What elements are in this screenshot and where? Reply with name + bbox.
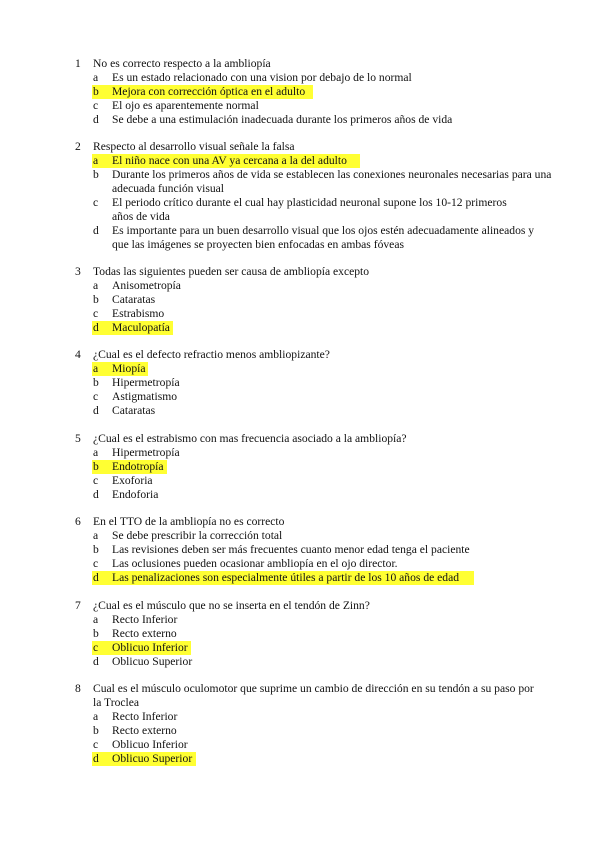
option-letter: a bbox=[93, 710, 99, 723]
option-letter: b bbox=[93, 293, 99, 306]
option-letter: d bbox=[93, 752, 99, 765]
option-letter: b bbox=[93, 376, 99, 389]
answer-option bbox=[0, 738, 600, 752]
option-letter: b bbox=[93, 460, 99, 473]
answer-option bbox=[0, 99, 600, 113]
option-letter: c bbox=[93, 474, 99, 487]
option-text: Oblicuo Superior bbox=[112, 655, 193, 668]
question-text: ¿Cual es el defecto refractio menos ambliopizante? bbox=[93, 348, 330, 361]
answer-option bbox=[0, 655, 600, 669]
option-text: Las penalizaciones son especialmente útiles a partir de los 10 años de edad bbox=[112, 571, 460, 584]
option-letter: d bbox=[93, 404, 99, 417]
option-letter: b bbox=[93, 543, 99, 556]
question-number: 6 bbox=[75, 515, 81, 528]
answer-option-correct bbox=[0, 460, 600, 474]
option-text: Estrabismo bbox=[112, 307, 165, 320]
answer-option bbox=[0, 557, 600, 571]
answer-option bbox=[0, 488, 600, 502]
option-text: Anisometropía bbox=[112, 279, 181, 292]
option-text: Endotropía bbox=[112, 460, 164, 473]
option-text: Astigmatismo bbox=[112, 390, 178, 403]
option-letter: b bbox=[93, 724, 99, 737]
answer-option bbox=[0, 390, 600, 404]
option-letter: a bbox=[93, 279, 99, 292]
answer-option bbox=[0, 307, 600, 321]
option-letter: a bbox=[93, 613, 99, 626]
answer-option bbox=[0, 196, 600, 224]
question-number: 7 bbox=[75, 599, 81, 612]
option-text: Cataratas bbox=[112, 293, 156, 306]
question-3 bbox=[0, 265, 600, 335]
option-text: Recto Inferior bbox=[112, 613, 178, 626]
option-letter: b bbox=[93, 627, 99, 640]
answer-option bbox=[0, 113, 600, 127]
option-text: Exoforia bbox=[112, 474, 153, 487]
option-text: Las revisiones deben ser más frecuentes cuanto menor edad tenga el paciente bbox=[112, 543, 470, 556]
answer-option bbox=[0, 724, 600, 738]
question-4 bbox=[0, 348, 600, 418]
answer-option-correct bbox=[0, 571, 600, 585]
option-text: Oblicuo Superior bbox=[112, 752, 193, 765]
option-text: Se debe prescribir la corrección total bbox=[112, 529, 283, 542]
answer-option bbox=[0, 446, 600, 460]
answer-option bbox=[0, 376, 600, 390]
question-text: En el TTO de la ambliopía no es correcto bbox=[93, 515, 285, 528]
option-letter: d bbox=[93, 571, 99, 584]
question-number: 2 bbox=[75, 140, 81, 153]
option-text: Hipermetropía bbox=[112, 376, 180, 389]
option-text: Endoforia bbox=[112, 488, 159, 501]
question-number: 3 bbox=[75, 265, 81, 278]
option-text: Las oclusiones pueden ocasionar ambliopía en el ojo director. bbox=[112, 557, 398, 570]
question-6 bbox=[0, 515, 600, 585]
option-letter: c bbox=[93, 99, 99, 112]
option-letter: c bbox=[93, 738, 99, 751]
question-text: No es correcto respecto a la ambliopía bbox=[93, 57, 271, 70]
question-text: ¿Cual es el músculo que no se inserta en el tendón de Zinn? bbox=[93, 599, 370, 612]
answer-option bbox=[0, 543, 600, 557]
option-text: Es un estado relacionado con una vision por debajo de lo normal bbox=[112, 71, 412, 84]
option-letter: a bbox=[93, 529, 99, 542]
answer-option bbox=[0, 279, 600, 293]
option-letter: c bbox=[93, 390, 99, 403]
question-2 bbox=[0, 140, 600, 252]
answer-option-correct bbox=[0, 154, 600, 168]
option-letter: b bbox=[93, 85, 99, 98]
option-text: Durante los primeros años de vida se establecen las conexiones neuronales necesarias para una adecuada función visual bbox=[112, 168, 552, 195]
question-1 bbox=[0, 57, 600, 127]
option-text: El niño nace con una AV ya cercana a la del adulto bbox=[112, 154, 347, 167]
answer-option bbox=[0, 168, 600, 196]
option-letter: a bbox=[93, 71, 99, 84]
option-text: El ojo es aparentemente normal bbox=[112, 99, 259, 112]
option-text: Miopía bbox=[112, 362, 146, 375]
option-letter: d bbox=[93, 655, 99, 668]
option-text: Recto Inferior bbox=[112, 710, 178, 723]
option-text: Hipermetropía bbox=[112, 446, 180, 459]
option-letter: d bbox=[93, 488, 99, 501]
question-number: 5 bbox=[75, 432, 81, 445]
answer-option bbox=[0, 474, 600, 488]
question-number: 4 bbox=[75, 348, 81, 361]
option-letter: a bbox=[93, 446, 99, 459]
answer-option bbox=[0, 613, 600, 627]
option-text: Maculopatía bbox=[112, 321, 170, 334]
answer-option bbox=[0, 627, 600, 641]
answer-option bbox=[0, 529, 600, 543]
option-letter: c bbox=[93, 641, 99, 654]
answer-option-correct bbox=[0, 362, 600, 376]
option-letter: b bbox=[93, 168, 99, 181]
answer-option bbox=[0, 710, 600, 724]
option-letter: d bbox=[93, 224, 99, 237]
answer-option bbox=[0, 71, 600, 85]
option-text: Recto externo bbox=[112, 724, 177, 737]
answer-option-correct bbox=[0, 752, 600, 766]
answer-option-correct bbox=[0, 85, 600, 99]
question-number: 8 bbox=[75, 682, 81, 695]
answer-option-correct bbox=[0, 641, 600, 655]
question-5 bbox=[0, 432, 600, 502]
option-letter: c bbox=[93, 196, 99, 209]
answer-option-correct bbox=[0, 321, 600, 335]
option-letter: c bbox=[93, 557, 99, 570]
question-text: Cual es el músculo oculomotor que suprime un cambio de dirección en su tendón a su paso por la Troclea bbox=[93, 682, 534, 709]
option-letter: c bbox=[93, 307, 99, 320]
option-letter: a bbox=[93, 362, 99, 375]
question-number: 1 bbox=[75, 57, 81, 70]
question-7 bbox=[0, 599, 600, 669]
option-text: Cataratas bbox=[112, 404, 156, 417]
option-text: Mejora con corrección óptica en el adulto bbox=[112, 85, 306, 98]
option-text: Oblicuo Inferior bbox=[112, 641, 188, 654]
question-text: Todas las siguientes pueden ser causa de ambliopía excepto bbox=[93, 265, 370, 278]
option-text: Oblicuo Inferior bbox=[112, 738, 188, 751]
option-text: Se debe a una estimulación inadecuada durante los primeros años de vida bbox=[112, 113, 453, 126]
question-text: Respecto al desarrollo visual señale la falsa bbox=[93, 140, 295, 153]
answer-option bbox=[0, 404, 600, 418]
option-letter: d bbox=[93, 113, 99, 126]
option-letter: d bbox=[93, 321, 99, 334]
question-8 bbox=[0, 682, 600, 766]
answer-option bbox=[0, 224, 600, 252]
question-text: ¿Cual es el estrabismo con mas frecuencia asociado a la ambliopía? bbox=[93, 432, 407, 445]
answer-option bbox=[0, 293, 600, 307]
option-text: Es importante para un buen desarrollo visual que los ojos estén adecuadamente alineados y que las imágenes se proyecten bien enfocadas en ambas fóveas bbox=[112, 224, 535, 251]
option-text: El periodo crítico durante el cual hay plasticidad neuronal supone los 10-12 primeros años de vida bbox=[112, 196, 507, 223]
option-letter: a bbox=[93, 154, 99, 167]
option-text: Recto externo bbox=[112, 627, 177, 640]
